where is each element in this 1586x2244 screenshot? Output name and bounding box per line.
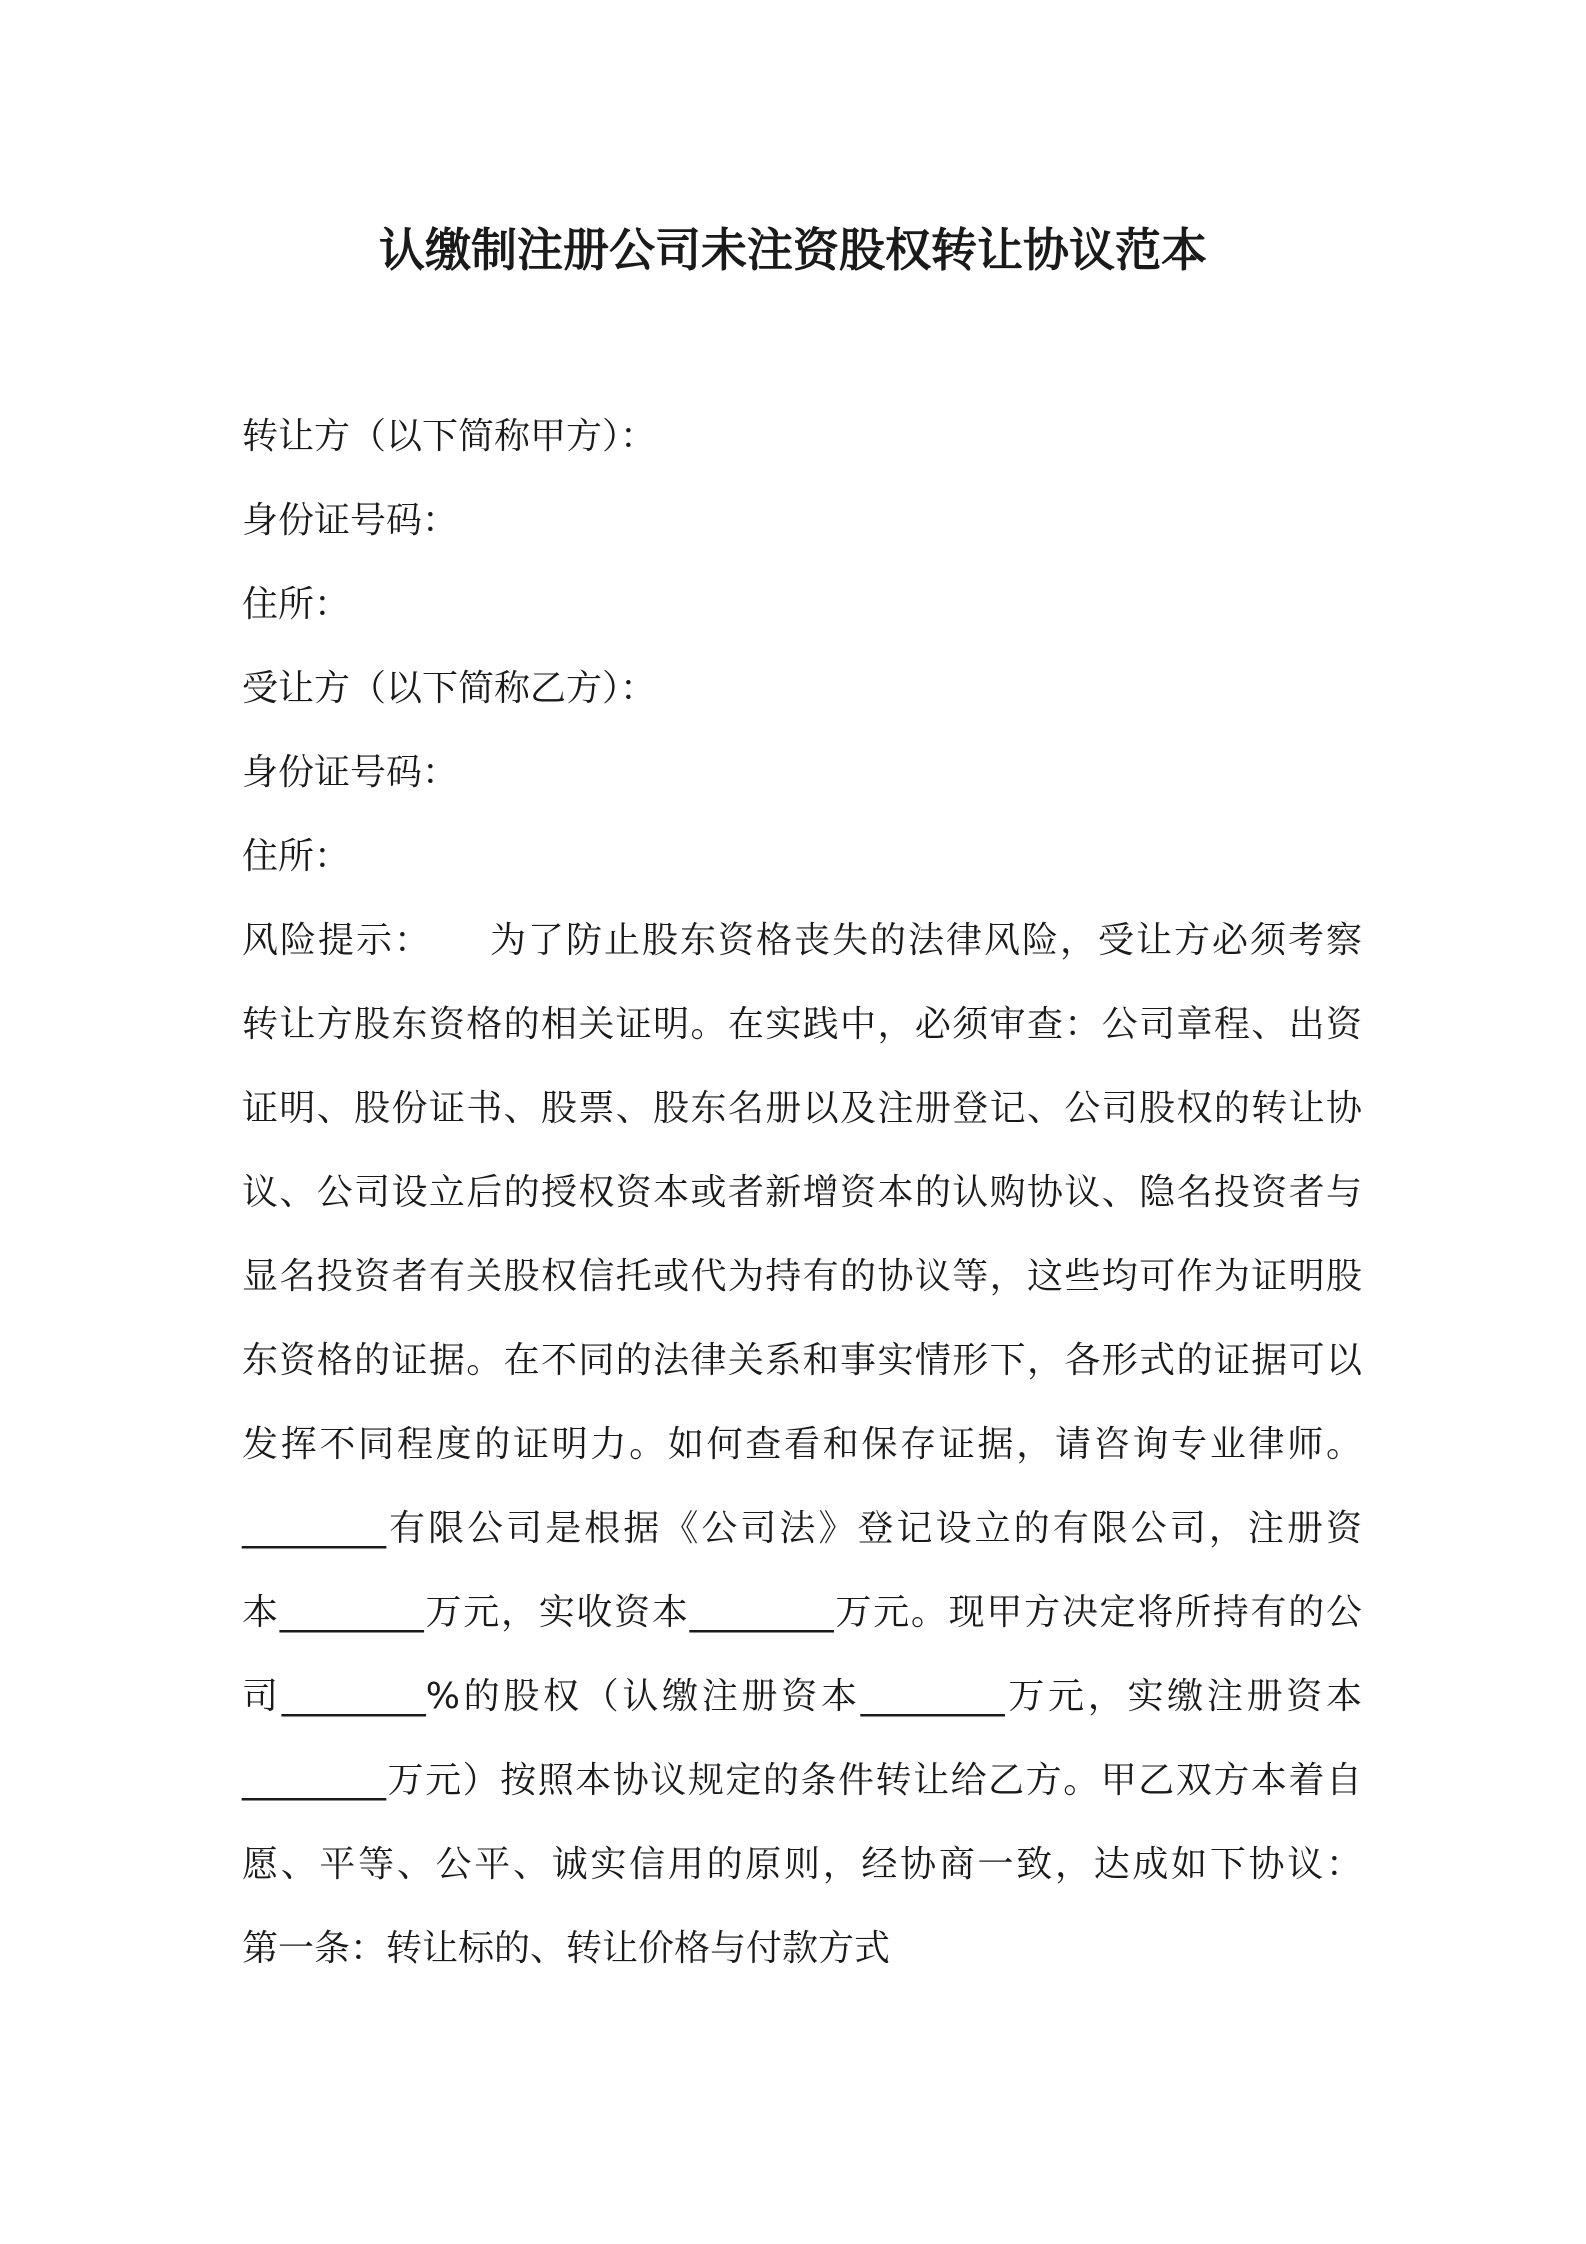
transferor-id-label: 身份证号码：	[242, 500, 459, 541]
agreement-intro-line: ________万元）按照本协议规定的条件转让给乙方。甲乙双方本着自	[242, 1760, 1362, 1801]
risk-notice-line: 发挥不同程度的证明力。如何查看和保存证据，请咨询专业律师。	[242, 1424, 1362, 1465]
transferee-label: 受让方（以下简称乙方）：	[242, 668, 657, 709]
article-one-heading: 第一条：转让标的、转让价格与付款方式	[242, 1928, 891, 1969]
agreement-intro-line: 愿、平等、公平、诚实信用的原则，经协商一致，达成如下协议：	[242, 1844, 1362, 1885]
risk-notice-line: 风险提示： 为了防止股东资格丧失的法律风险，受让方必须考察	[242, 920, 1362, 961]
document-title: 认缴制注册公司未注资股权转让协议范本	[379, 223, 1207, 277]
risk-notice-line: 转让方股东资格的相关证明。在实践中，必须审查：公司章程、出资	[242, 1004, 1362, 1045]
agreement-intro-line: 司________%的股权（认缴注册资本________万元，实缴注册资本	[242, 1676, 1362, 1717]
transferee-id-label: 身份证号码：	[242, 752, 459, 793]
risk-notice-line: 议、公司设立后的授权资本或者新增资本的认购协议、隐名投资者与	[242, 1172, 1362, 1213]
risk-notice-line: 东资格的证据。在不同的法律关系和事实情形下，各形式的证据可以	[242, 1340, 1362, 1381]
agreement-intro-line: ________有限公司是根据《公司法》登记设立的有限公司，注册资	[242, 1508, 1362, 1549]
risk-notice-line: 证明、股份证书、股票、股东名册以及注册登记、公司股权的转让协	[242, 1088, 1362, 1129]
transferor-label: 转让方（以下简称甲方）：	[242, 416, 657, 457]
agreement-intro-line: 本________万元，实收资本________万元。现甲方决定将所持有的公	[242, 1592, 1362, 1633]
transferor-address-label: 住所：	[242, 584, 351, 625]
risk-notice-line: 显名投资者有关股权信托或代为持有的协议等，这些均可作为证明股	[242, 1256, 1362, 1297]
transferee-address-label: 住所：	[242, 836, 351, 877]
